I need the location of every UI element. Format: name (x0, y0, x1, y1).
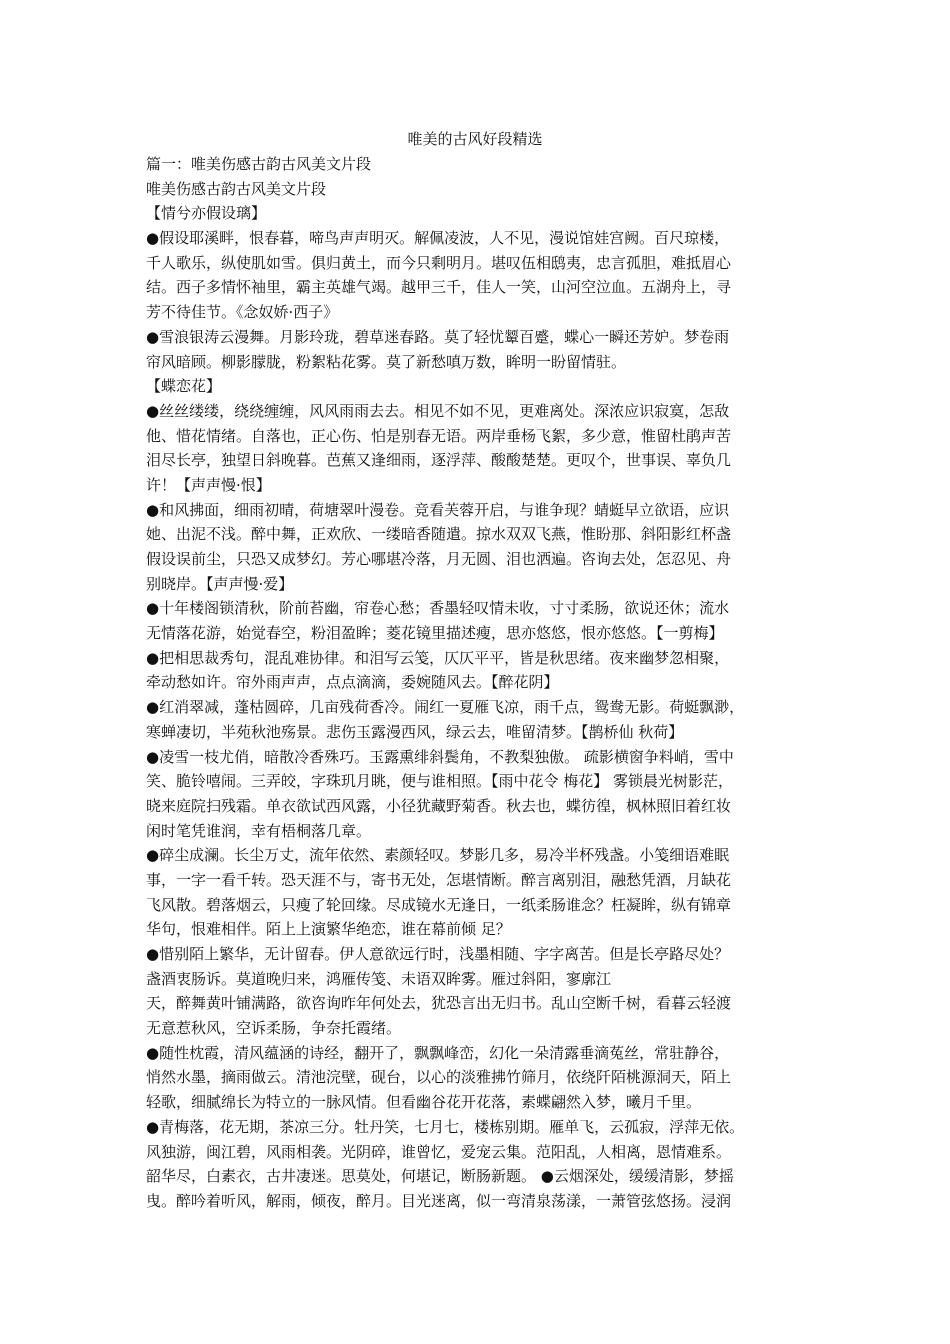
text-line: 【蝶恋花】 (146, 377, 222, 396)
text-line: 帘风暗顾。柳影朦胧，粉絮粘花雾。莫了新愁嗔万数，眸明一盼留情驻。 (146, 352, 627, 371)
text-line: ●十年楼阁锁清秋，阶前苔幽，帘卷心愁；香墨轻叹情未收，寸寸柔肠，欲说还休；流水 (146, 599, 730, 618)
text-line: 千人歌乐，纵使肌如雪。俱归黄土，而今只剩明月。堪叹伍相鸱夷，忠言孤胆，难抵眉心 (146, 253, 732, 272)
text-line: 笑、脆铃嘻闹。三弄皎，字珠玑月眺，便与谁相照。【雨中花令 梅花】 雾锁晨光树影茫， (146, 772, 734, 791)
text-line: ●随性枕霞，清风蕴涵的诗经，翻开了，飘飘峰峦，幻化一朵清露垂滴菟丝，常驻静谷， (146, 1043, 730, 1062)
text-line: 别晓岸。【声声慢·爱】 (146, 574, 294, 593)
text-line: ●红消翠减，蓬枯圆碎，几亩残荷香冷。闹红一夏雁飞凉，雨千点，鸳鸯无影。荷蜓飘渺， (146, 698, 745, 717)
text-line: 她、出泥不浅。醉中舞，正欢欣、一缕暗香随遣。掠水双双飞燕，惟盼那、斜阳影红杯盏 (146, 525, 732, 544)
document-title: 唯美的古风好段精选 (407, 130, 543, 148)
text-line: 结。西子多情怀袖里，霸主英雄气竭。越甲三千，佳人一笑，山河空泣血。五湖舟上，寻 (146, 278, 732, 297)
text-line: ●假设耶溪畔，恨春暮，啼鸟声声明灭。解佩凌波，人不见，漫说馆娃宫阙。百尺琼楼， (146, 229, 730, 248)
text-line: 无情落花游，始觉春空，粉泪盈眸；菱花镜里描述瘦，思亦悠悠，恨亦悠悠。【一剪梅】 (146, 624, 724, 643)
text-line: 唯美伤感古韵古风美文片段 (146, 179, 327, 198)
text-line: 假设误前尘，只恐又成梦幻。芳心哪堪冷落，月无圆、泪也洒遍。咨询去处，怎忍见、舟 (146, 550, 732, 568)
text-line: ●和风拂面，细雨初晴，荷塘翠叶漫卷。竞看芙蓉开启，与谁争现？蜻蜓早立欲语，应识 (146, 500, 730, 519)
text-line: ●青梅落，花无期，茶凉三分。牡丹笑，七月七，楼栋别期。雁单飞，云孤寂，浮萍无依。 (146, 1117, 745, 1136)
text-line: 无意惹秋风，空诉柔肠，争奈托霞绪。 (146, 1019, 402, 1038)
text-line: 天，醉舞黄叶铺满路，欲咨询昨年何处去，犹恐言出无归书。乱山空断千树，看暮云轻渡 (146, 994, 732, 1013)
text-line: 寒蝉凄切，半苑秋池殇景。悲伤玉露漫西风，绿云去，唯留清梦。【鹊桥仙 秋荷】 (146, 722, 684, 741)
text-line: 韶华尽，白素衣，古井凄迷。思莫处，何堪记，断肠新题。 ●云烟深处，缓缓清影，梦摇 (146, 1167, 734, 1186)
text-line: ●碎尘成澜。长尘万丈，流年依然、素颜轻叹。梦影几多，易冷半杯残盏。小笺细语难眠 (146, 846, 730, 865)
text-line: 泪尽长亭，独望日斜晚暮。芭蕉又逢细雨，逐浮萍、酸酸楚楚。更叹个，世事误、辜负几 (146, 451, 732, 470)
text-line: 事，一字一看千转。恐天涯不与，寄书无处，怎堪情断。醉言离别泪，融愁凭酒，月缺花 (146, 870, 732, 889)
text-line: ●雪浪银涛云漫舞。月影玲珑，碧草迷春路。莫了轻忧颦百蹙，蝶心一瞬还芳妒。梦卷雨 (146, 327, 730, 346)
text-line: 华句，恨难相伴。陌上上演繁华绝恋，谁在幕前倾 足？ (146, 920, 511, 939)
text-line: 篇一：唯美伤感古韵古风美文片段 (146, 155, 372, 173)
text-line: 飞风散。碧落烟云，只瘦了轮回缘。尽成镜水无逢日，一纸柔肠谁念？枉凝眸，纵有锦章 (146, 895, 732, 914)
text-line: 他、惜花情绪。自落也，正心伤、怕是别春无语。两岸垂杨飞絮，多少意，惟留杜鹃声苦 (146, 426, 732, 445)
text-line: 晓来庭院扫残霜。单衣欲试西风露，小径犹藏野菊香。秋去也，蝶彷徨，枫林照旧着红妆 (146, 796, 732, 815)
text-line: ●凌雪一枝尤俏，暗散冷香殊巧。玉露熏绯斜鬓角，不教梨独傲。 疏影横窗争料峭，雪中 (146, 747, 734, 766)
text-line: ●丝丝缕缕，绕绕缠缠，风风雨雨去去。相见不如不见，更难离处。深浓应识寂寞，怎敌 (146, 401, 730, 420)
document-body (146, 152, 816, 1214)
text-line: 芳不待佳节。《念奴娇·西子》 (146, 303, 339, 322)
text-line: ●把相思裁秀句，混乱难协律。和泪写云笺，仄仄平平，皆是秋思绪。夜来幽梦忽相聚， (146, 648, 730, 667)
text-line: 牵动愁如许。帘外雨声声，点点滴滴，委婉随风去。【醉花阴】 (146, 673, 559, 692)
text-line: 曳。醉吟着听风，解雨，倾夜，醉月。目光迷离，似一弯清泉荡漾，一萧管弦悠扬。浸润 (146, 1191, 732, 1210)
text-line: 盏酒衷肠诉。莫道晚归来，鸿雁传笺、未语双眸雾。雁过斜阳，寥廓江 (146, 969, 612, 988)
text-line: 许！【声声慢·恨】 (146, 475, 271, 494)
text-line: 轻歌，细腻绵长为特立的一脉风情。但看幽谷花开花落，素蝶翩然入梦，曦月千里。 (146, 1093, 702, 1112)
text-line: 风独游，闽江碧，风雨相袭。光阴碎，谁曾忆，爱宠云集。范阳乱，人相离，恩情难系。 (146, 1142, 732, 1161)
text-line: 闲时笔凭谁润，幸有梧桐落几章。 (146, 821, 372, 840)
text-line: 【情兮亦假设璃】 (146, 204, 267, 223)
text-line: 悄然水墨，摘雨做云。清池浣壁，砚台，以心的淡雅拂竹筛月，依绕阡陌桃源洞天，陌上 (146, 1068, 732, 1087)
text-line: ●惜别陌上繁华，无计留春。伊人意欲远行时，浅墨相随、字字离苦。但是长亭路尽处？ (146, 945, 730, 963)
